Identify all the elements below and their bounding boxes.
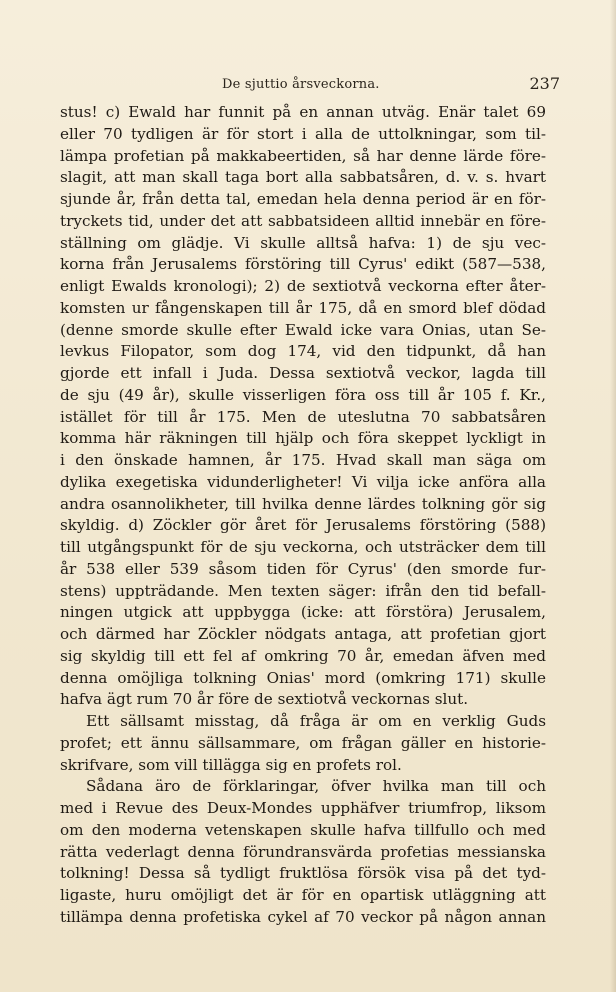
text-line: denna omöjliga tolkning Onias' mord (omkring 171) skulle [60,668,546,687]
text-line: stens) uppträdande. Men texten säger: ifrån den tid befall- [60,581,546,600]
text-line: eller 70 tydligen är för stort i alla de uttolkningar, som til- [60,124,546,143]
text-line: komsten ur fångenskapen till år 175, då en smord blef dödad [60,298,546,317]
text-line: ställning om glädje. Vi skulle alltså hafva: 1) de sju vec- [60,233,546,252]
text-line: korna från Jerusalems förstöring till Cyrus' edikt (587—538, [60,255,546,274]
page-number: 237 [529,74,560,93]
text-line: istället för till år 175. Men de uteslutna 70 sabbatsåren [60,407,546,426]
text-line: dylika exegetiska vidunderligheter! Vi vilja icke anföra alla [60,472,546,491]
text-line: levkus Filopator, som dog 174, vid den tidpunkt, då han [60,342,546,361]
text-line: sjunde år, från detta tal, emedan hela denna period är en för- [60,190,546,208]
text-line: tryckets tid, under det att sabbatsideen alltid innebär en före- [60,211,546,230]
text-line: ningen utgick att uppbygga (icke: att förstöra) Jerusalem, [60,603,546,622]
text-line: stus! c) Ewald har funnit på en annan utväg. Enär talet 69 [60,103,546,121]
text-line: tillämpa denna profetiska cykel af 70 veckor på någon annan [60,907,546,926]
text-line: profet; ett ännu sällsammare, om frågan gäller en historie- [60,733,546,752]
body-text [60,102,546,929]
text-line: sig skyldig till ett fel af omkring 70 år, emedan äfven med [60,646,546,665]
text-line: komma här räkningen till hjälp och föra skeppet lyckligt in [60,429,546,448]
text-line: slagit, att man skall taga bort alla sabbatsåren, d. v. s. hvart [60,168,546,187]
text-line: skrifvare, som vill tillägga sig en profets rol. [60,755,402,774]
text-line: Sådana äro de förklaringar, öfver hvilka man till och [86,777,546,796]
running-title: De sjuttio årsveckorna. [222,77,380,92]
text-line: hafva ägt rum 70 år före de sextiotvå veckornas slut. [60,690,469,709]
text-line: ligaste, huru omöjligt det är för en opartisk utläggning att [60,886,546,904]
text-line: med i Revue des Deux-Mondes upphäfver triumfrop, liksom [60,799,546,817]
text-line: enligt Ewalds kronologi); 2) de sextiotvå veckorna efter åter- [60,277,546,295]
text-line: andra osannolikheter, till hvilka denne lärdes tolkning gör sig [60,494,546,513]
text-line: gjorde ett infall i Juda. Dessa sextiotvå veckor, lagda till [60,364,546,382]
text-line: rätta vederlagt denna förundransvärda profetias messianska [60,842,546,861]
text-line: år 538 eller 539 såsom tiden för Cyrus' (den smorde fur- [60,559,546,578]
running-head [60,74,560,100]
text-line: till utgångspunkt för de sju veckorna, och utsträcker dem till [60,538,546,556]
text-line: tolkning! Dessa så tydligt fruktlösa försök visa på det tyd- [60,864,546,883]
text-line: och därmed har Zöckler nödgats antaga, att profetian gjort [60,625,546,643]
text-line: de sju (49 år), skulle visserligen föra oss till år 105 f. Kr., [60,385,546,404]
text-line: om den moderna vetenskapen skulle hafva tillfullo och med [60,820,546,839]
text-line: i den önskade hamnen, år 175. Hvad skall man säga om [60,451,546,469]
text-line: lämpa profetian på makkabeertiden, så har denne lärde före- [60,146,546,165]
page-edge-shadow [610,0,616,992]
text-line: (denne smorde skulle efter Ewald icke vara Onias, utan Se- [60,320,546,339]
text-line: skyldig. d) Zöckler gör året för Jerusalems förstöring (588) [60,516,546,535]
text-line: Ett sällsamt misstag, då fråga är om en verklig Guds [86,712,546,730]
